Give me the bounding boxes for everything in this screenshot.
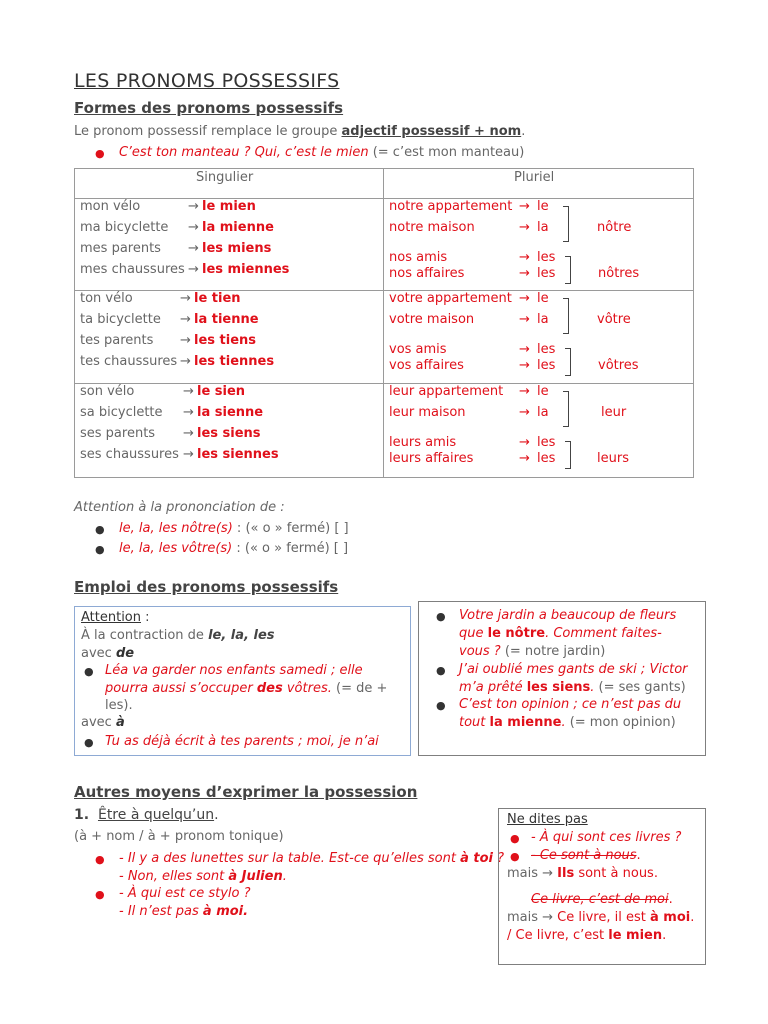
lunettes-b: à toi [460, 851, 493, 866]
arrow-icon: → [180, 333, 191, 348]
contraction-line [81, 628, 275, 643]
pronunciation-item [119, 521, 349, 536]
bullet-dot: ● [510, 850, 520, 863]
arrow-icon: → [519, 250, 530, 265]
opinion-c: . [561, 715, 566, 730]
pronunciation-red: le, la, les vôtre(s) [119, 541, 233, 556]
section-heading-usage: Emploi des pronoms possessifs [74, 578, 339, 596]
section-heading-other: Autres moyens d’exprimer la possession [74, 783, 418, 801]
plural-article: le [537, 384, 549, 399]
singular-pronoun: le tien [194, 291, 241, 306]
arrow-icon: → [519, 435, 530, 450]
opinion-gloss: (= mon opinion) [565, 715, 676, 730]
singular-noun: ses chaussures [80, 447, 179, 462]
opinion-a: tout [459, 715, 490, 730]
ex-gants-l1: J’ai oublié mes gants de ski ; Victor [459, 662, 688, 677]
arrow-icon: → [183, 405, 194, 420]
plural-article: la [537, 220, 549, 235]
ex-lunettes-l1 [119, 851, 504, 866]
singular-noun: tes chaussures [80, 354, 178, 369]
singular-pronoun: les siens [197, 426, 261, 441]
arrow-icon: → [519, 291, 530, 306]
note-wrong2-text: Ce livre, c’est de moi [531, 892, 669, 907]
example-manteau [119, 145, 524, 160]
ex-stylo-l2 [119, 904, 248, 919]
bullet-dot: ● [84, 665, 94, 678]
ex-lunettes-l2 [119, 869, 287, 884]
plural-form-plural: leurs [597, 451, 629, 466]
example-red: C’est ton manteau ? Qui, c’est le mien [119, 145, 369, 160]
singular-pronoun: les miens [202, 241, 272, 256]
contraction-bold: le, la, les [208, 628, 275, 643]
avec-de-line [81, 646, 134, 661]
arrow-icon: → [183, 447, 194, 462]
ex-stylo-l1: - À qui est ce stylo ? [119, 886, 251, 901]
singular-pronoun: le sien [197, 384, 246, 399]
bullet-dot: ● [510, 832, 520, 845]
table-border-right [693, 168, 694, 478]
plural-article: les [537, 250, 556, 265]
lea-part-c: vôtres. [282, 681, 332, 696]
arrow-icon: → [519, 342, 530, 357]
gants-c: . [590, 680, 595, 695]
lunettes-c: ? [492, 851, 505, 866]
sub-title: Être à quelqu’un [97, 807, 215, 823]
examples-box [418, 601, 706, 756]
note-mais3 [507, 928, 666, 943]
attention-colon: : [141, 610, 150, 625]
singular-pronoun: la sienne [197, 405, 264, 420]
singular-pronoun: les tiens [194, 333, 257, 348]
plural-article: la [537, 405, 549, 420]
arrow-icon: → [188, 262, 199, 277]
plural-noun: leur maison [389, 405, 466, 420]
singular-noun: tes parents [80, 333, 154, 348]
rule-text: (à + nom / à + pronom tonique) [74, 829, 284, 844]
table-border-left [74, 168, 75, 477]
plural-article: le [537, 291, 549, 306]
gants-gloss: (= ses gants) [594, 680, 686, 695]
pronunciation-red: le, la, les nôtre(s) [119, 521, 233, 536]
plural-form-singular: leur [601, 405, 627, 420]
plural-noun: leurs affaires [389, 451, 474, 466]
mais2-dot: . [690, 910, 695, 925]
arrow-icon: → [519, 451, 530, 466]
de-word: de [115, 646, 135, 661]
stylo-b: à moi. [202, 904, 249, 919]
mais2-bold: à moi [649, 910, 691, 925]
ex-opinion-l1: C’est ton opinion ; ce n’est pas du [459, 697, 682, 712]
mais1-label: mais → [507, 866, 558, 881]
note-mais2 [507, 910, 694, 925]
plural-article: les [537, 451, 556, 466]
attention-word: Attention [81, 610, 141, 625]
pronunciation-rest: : (« o » fermé) [ ] [232, 541, 349, 556]
arrow-icon: → [183, 426, 194, 441]
singular-pronoun: la tienne [194, 312, 259, 327]
pronunciation-item [119, 541, 348, 556]
singular-pronoun: le mien [202, 199, 256, 214]
ex-jardin-l2 [459, 626, 662, 641]
julien-a: - Non, elles sont [119, 869, 229, 884]
a-word: à [115, 715, 125, 730]
plural-article: les [537, 435, 556, 450]
example-gloss: (= c’est mon manteau) [368, 145, 525, 160]
intro-bold: adjectif possessif + nom [341, 124, 522, 139]
plural-form-singular: nôtre [597, 220, 632, 235]
plural-form-plural: nôtres [598, 266, 640, 281]
table-border-bottom [74, 477, 694, 478]
avec-label: avec [81, 646, 116, 661]
contraction-prefix: À la contraction de [81, 628, 209, 643]
plural-noun: votre appartement [389, 291, 512, 306]
plural-article: la [537, 312, 549, 327]
arrow-icon: → [188, 220, 199, 235]
pronunciation-rest: : (« o » fermé) [ ] [232, 521, 349, 536]
mais2-text: Ce livre, il est [557, 910, 650, 925]
avec-a-line [81, 715, 125, 730]
bullet-dot: ● [95, 147, 105, 160]
note-heading: Ne dites pas [507, 812, 588, 827]
example-lea-line1: Léa va garder nos enfants samedi ; elle [105, 663, 363, 678]
singular-noun: mes chaussures [80, 262, 185, 277]
bracket-icon [565, 348, 571, 376]
sub-num: 1. [74, 807, 90, 823]
bullet-dot: ● [95, 888, 105, 901]
ex-jardin-l1: Votre jardin a beaucoup de fleurs [459, 608, 677, 623]
arrow-icon: → [519, 266, 530, 281]
mais2-label: mais → [507, 910, 558, 925]
plural-noun: leurs amis [389, 435, 457, 450]
opinion-b: la mienne [489, 715, 562, 730]
singular-noun: ta bicyclette [80, 312, 161, 327]
arrow-icon: → [180, 312, 191, 327]
arrow-icon: → [519, 220, 530, 235]
plural-noun: nos amis [389, 250, 448, 265]
mais3-dot: . [662, 928, 667, 943]
jardin-vous: vous ? [459, 644, 501, 659]
singular-noun: ton vélo [80, 291, 133, 306]
julien-c: . [282, 869, 287, 884]
plural-noun: votre maison [389, 312, 475, 327]
note-b2-dot: . [636, 848, 641, 863]
bullet-dot: ● [436, 699, 446, 712]
plural-article: les [537, 358, 556, 373]
gants-a: m’a prêté [459, 680, 527, 695]
mais1-rest: sont à nous. [574, 866, 658, 881]
plural-article: le [537, 199, 549, 214]
singular-pronoun: la mienne [202, 220, 274, 235]
ex-opinion-l2 [459, 715, 676, 730]
bracket-icon [563, 391, 569, 427]
singular-noun: son vélo [80, 384, 135, 399]
mais3-bold: le mien [608, 928, 663, 943]
note-wrong2 [531, 892, 673, 907]
avec2-label: avec [81, 715, 116, 730]
bullet-dot: ● [95, 543, 105, 556]
singular-noun: mes parents [80, 241, 161, 256]
singular-noun: ma bicyclette [80, 220, 169, 235]
plural-noun: nos affaires [389, 266, 465, 281]
subheading-etre [74, 807, 219, 823]
note-mais1 [507, 866, 658, 881]
arrow-icon: → [519, 358, 530, 373]
singular-pronoun: les siennes [197, 447, 279, 462]
header-singulier: Singulier [196, 170, 254, 185]
arrow-icon: → [519, 312, 530, 327]
bullet-dot: ● [95, 523, 105, 536]
note-b1: - À qui sont ces livres ? [531, 830, 682, 845]
singular-pronoun: les tiennes [194, 354, 275, 369]
ex-jardin-l3 [459, 644, 605, 659]
arrow-icon: → [180, 291, 191, 306]
bullet-dot: ● [84, 736, 94, 749]
plural-article: les [537, 342, 556, 357]
plural-form-singular: vôtre [597, 312, 631, 327]
stylo-a: - Il n’est pas [119, 904, 203, 919]
mais3-text: / Ce livre, c’est [507, 928, 609, 943]
lunettes-a: - Il y a des lunettes sur la table. Est-ce qu’elles sont [119, 851, 461, 866]
singular-pronoun: les miennes [202, 262, 290, 277]
plural-article: les [537, 266, 556, 281]
jardin-gloss: (= notre jardin) [500, 644, 606, 659]
page-title: LES PRONOMS POSSESSIFS [74, 70, 340, 92]
ex-gants-l2 [459, 680, 686, 695]
plural-noun: vos amis [389, 342, 447, 357]
plural-noun: leur appartement [389, 384, 504, 399]
jardin-b: le nôtre [487, 626, 546, 641]
mais1-ils: Ils [557, 866, 575, 881]
sub-dot: . [214, 807, 219, 823]
julien-b: à Julien [228, 869, 283, 884]
arrow-icon: → [188, 241, 199, 256]
example-parents: Tu as déjà écrit à tes parents ; moi, je n’ai [105, 734, 379, 749]
arrow-icon: → [519, 405, 530, 420]
attention-label [81, 610, 150, 625]
intro-suffix: . [521, 124, 526, 139]
header-pluriel: Pluriel [514, 170, 555, 185]
bracket-icon [563, 298, 569, 334]
bullet-dot: ● [95, 853, 105, 866]
singular-noun: ses parents [80, 426, 156, 441]
bracket-icon [563, 206, 569, 242]
plural-noun: vos affaires [389, 358, 464, 373]
note-b2-wrong: - Ce sont à nous [531, 848, 637, 863]
jardin-c: . Comment faites- [545, 626, 662, 641]
arrow-icon: → [180, 354, 191, 369]
section-heading-forms: Formes des pronoms possessifs [74, 99, 344, 117]
lea-gloss-b: les). [105, 698, 133, 713]
gants-b: les siens [526, 680, 591, 695]
bracket-icon [565, 441, 571, 469]
plural-noun: notre maison [389, 220, 475, 235]
note-wrong2-dot: . [668, 892, 673, 907]
lea-part-a: pourra aussi s’occuper [105, 681, 257, 696]
plural-noun: notre appartement [389, 199, 513, 214]
arrow-icon: → [183, 384, 194, 399]
arrow-icon: → [519, 384, 530, 399]
plural-form-plural: vôtres [598, 358, 639, 373]
arrow-icon: → [519, 199, 530, 214]
bullet-dot: ● [436, 664, 446, 677]
pronunciation-heading: Attention à la prononciation de : [74, 500, 285, 515]
note-b2 [531, 848, 641, 863]
intro-prefix: Le pronom possessif remplace le groupe [74, 124, 342, 139]
jardin-a: que [459, 626, 488, 641]
bracket-icon [565, 256, 571, 284]
singular-noun: mon vélo [80, 199, 141, 214]
singular-noun: sa bicyclette [80, 405, 163, 420]
lea-gloss-a: (= de + [331, 681, 388, 696]
lea-part-b: des [256, 681, 283, 696]
table-column-divider [383, 168, 384, 477]
intro-text [74, 124, 525, 139]
bullet-dot: ● [436, 610, 446, 623]
example-lea-line2 [105, 681, 387, 696]
arrow-icon: → [188, 199, 199, 214]
